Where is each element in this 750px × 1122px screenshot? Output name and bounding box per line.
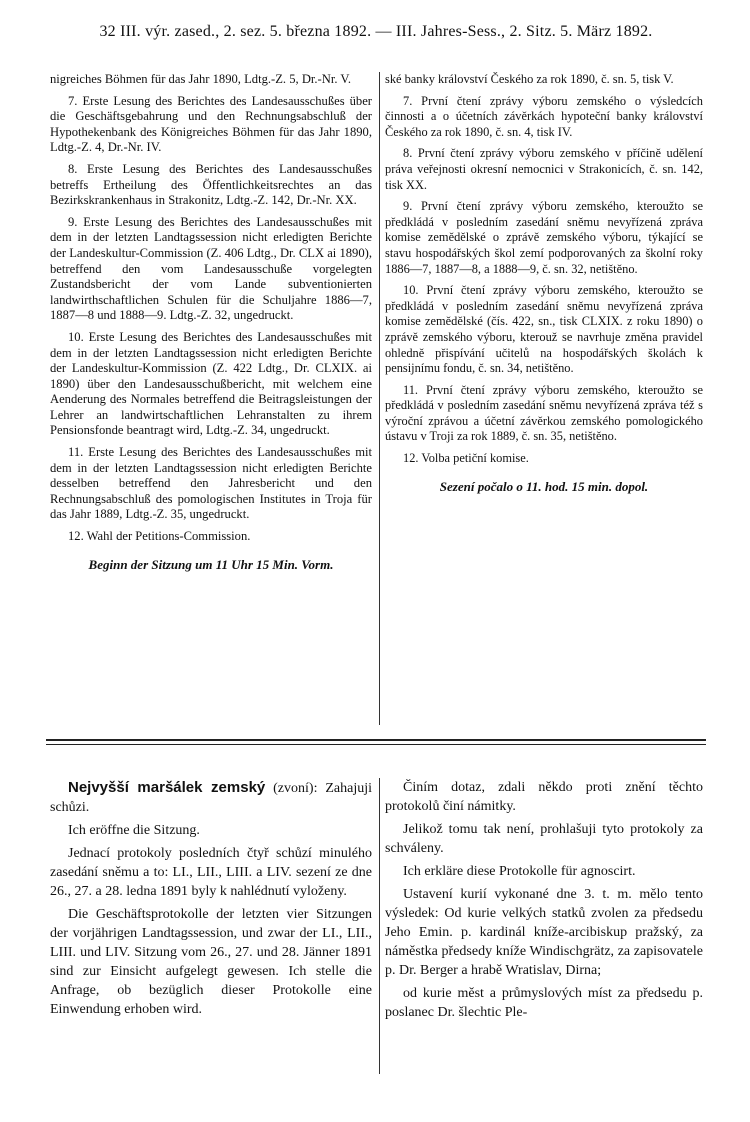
agenda-item-cz-11: 11. První čtení zprávy výboru zemského, kteroužto se předkládá v posledním zasedání sněmu nevyřízená zpráva též s výroční zprávou a účetní závěrkou zemského pomologického ústavu v Troji za rok 1889, č. sn. 35, netištěno.	[385, 382, 703, 444]
agenda-item-cz-8: 8. První čtení zprávy výboru zemského v příčině udělení práva veřejnosti okresní nemocnici v Strakonicích, č. sn. 142, tisk XX.	[385, 146, 703, 192]
paragraph-de-open: Ich eröffne die Sitzung.	[68, 823, 200, 838]
agenda-item-cz-7: 7. První čtení zprávy výboru zemského o výsledcích činnosti a o účetních závěrkách hypoteční banky království Českého za rok 1890, č. sn. 4, tisk IV.	[385, 93, 703, 139]
paragraph-de-protocols: Die Geschäftsprotokolle der letzten vier Sitzungen der vorjährigen Landtagssession, und zwar der LI., LII., LIII. und LIV. Sitzung vom 26., 27. und 28. Jänner 1891 sind zur Einsicht aufgelegt gewesen. Ich stelle die Anfrage, ob bezüglich dieser Protokolle eine Einwendung erhoben wird.	[50, 907, 372, 1017]
speaker-text: (zvoní): Zahajuji schůzi.	[50, 781, 372, 815]
agenda-item-cz-6-cont: ské banky království Českého za rok 1890, č. sn. 5, tisk V.	[385, 72, 674, 86]
section-rule	[46, 739, 706, 741]
speaker-paragraph	[50, 778, 372, 817]
agenda-item-de-8: 8. Erste Lesung des Berichtes des Landesausschußes betreffs Ertheilung des Öffentlichkeitsrechtes an das Bezirkskrankenhaus in Strakonitz, Ldtg.-Z. 142, Dr.-Nr. XX.	[50, 161, 372, 208]
agenda-item-de-6-cont: nigreiches Böhmen für das Jahr 1890, Ldtg.-Z. 5, Dr.-Nr. V.	[50, 72, 352, 86]
column-divider-lower	[379, 778, 380, 1074]
agenda-item-cz-9: 9. První čtení zprávy výboru zemského, kteroužto se předkládá v posledním zasedání sněmu nevyřízená zpráva komise zemědělské o zprávě zemského výboru, týkající se stavu hospodářských škol zemí podporovaných za školní roky 1886—7, 1887—8, a 1888—9, č. sn. 32, netištěno.	[385, 199, 703, 276]
paragraph-cz-curia: Ustavení kurií vykonané dne 3. t. m. mělo tento výsledek: Od kurie velkých statků zvolen za předsedu Jeho Emin. p. kardinál kníže-arcibiskup pražský, za náměstka předsedy kníže Windischgrätz, za zapisovatele p. Dr. Berger a hrabě Wratislav, Dirna;	[385, 887, 703, 978]
agenda-item-de-11: 11. Erste Lesung des Berichtes des Landesausschußes mit dem in der letzten Landtagssession nicht erledigten Berichte desselben betreffend den Jahresbericht und den Rechnungsabschluß des pomologischen Institutes in Troja für das Jahr 1889, Ldtg.-Z. 35, ungedruckt.	[50, 445, 372, 522]
proceedings-right	[385, 778, 703, 1026]
paragraph-cz-protocols: Jednací protokoly posledních čtyř schůzí minulého zasedání sněmu a to: LI., LII., LIII. a LIV. sezení ze dne 26., 27. a 28. ledna 1891 byly k nahlédnutí vyloženy.	[50, 846, 372, 899]
speaker-name: Nejvyšší maršálek zemský	[68, 779, 266, 796]
paragraph-cz-cities: od kurie měst a průmyslových míst za předsedu p. poslanec Dr. šlechtic Ple-	[385, 986, 703, 1020]
session-start-de: Beginn der Sitzung um 11 Uhr 15 Min. Vorm.	[88, 556, 334, 572]
left-column-german	[50, 72, 372, 586]
agenda-item-cz-10: 10. První čtení zprávy výboru zemského, kteroužto se předkládá v posledním zasedání sněmu nevyřízená zpráva komise zemědělské (čís. 422, sn., tisk CLXIX. z roku 1890) o zprávě zemského výboru, kterouž se navrhuje změna pravidel ohledně přispívání učitelů na hospodářských školách k pensijnímu fondu, č. sn. 34, netištěno.	[385, 283, 703, 376]
section-rule-thin	[46, 744, 706, 745]
paragraph-cz-approved: Jelikož tomu tak není, prohlašuji tyto protokoly za schváleny.	[385, 822, 703, 856]
agenda-item-de-12: 12. Wahl der Petitions-Commission.	[68, 529, 251, 544]
agenda-item-de-9: 9. Erste Lesung des Berichtes des Landesausschußes mit dem in der letzten Landtagssession nicht erledigten Berichte der Landeskultur-Commission (Z. 406 Ldtg., Dr. CLX ai 1890), betreffend den vom Landesausschuße vorgelegten Zustandsbericht der vom Lande subventionierten landwirthschaftlichen Schulen für die Schuljahre 1886—7, 1887—8 und 1888—9. Ldtg.-Z. 32, ungedruckt.	[50, 214, 372, 323]
proceedings-left	[50, 778, 372, 1023]
right-column-czech	[385, 72, 703, 508]
page-header: 32 III. výr. zased., 2. sez. 5. března 1892. — III. Jahres-Sess., 2. Sitz. 5. März 1892.	[99, 23, 653, 40]
paragraph-cz-query: Činím dotaz, zdali někdo proti znění těchto protokolů činí námitky.	[385, 780, 703, 814]
agenda-item-de-10: 10. Erste Lesung des Berichtes des Landesausschußes mit dem in der letzten Landtagssession nicht erledigten Berichte der Landeskultur-Kommission (Z. 422 Ldtg., Dr. CLXIX. ai 1890) über den Landesausschußbericht, mit welchem eine Aenderung des Normales betreffend die Beitragsleistungen der Lehrer an landwirtschaftlichen Lehranstalten zu ihrem Pensionsfonde beantragt wird, Ldtg.-Z. 34, ungedruckt.	[50, 329, 372, 438]
paragraph-de-agnosciert: Ich erkläre diese Protokolle für agnoscirt.	[403, 864, 636, 879]
session-start-cz: Sezení počalo o 11. hod. 15 min. dopol.	[439, 478, 649, 494]
agenda-item-de-7: 7. Erste Lesung des Berichtes des Landesausschußes über die Geschäftsgebahrung und den Rechnungsabschluß der Hypothekenbank des Königreiches Böhmen für das Jahr 1890, Ldtg.-Z. 4, Dr.-Nr. IV.	[50, 93, 372, 155]
agenda-item-cz-12: 12. Volba petiční komise.	[403, 451, 529, 466]
column-divider	[379, 72, 380, 725]
